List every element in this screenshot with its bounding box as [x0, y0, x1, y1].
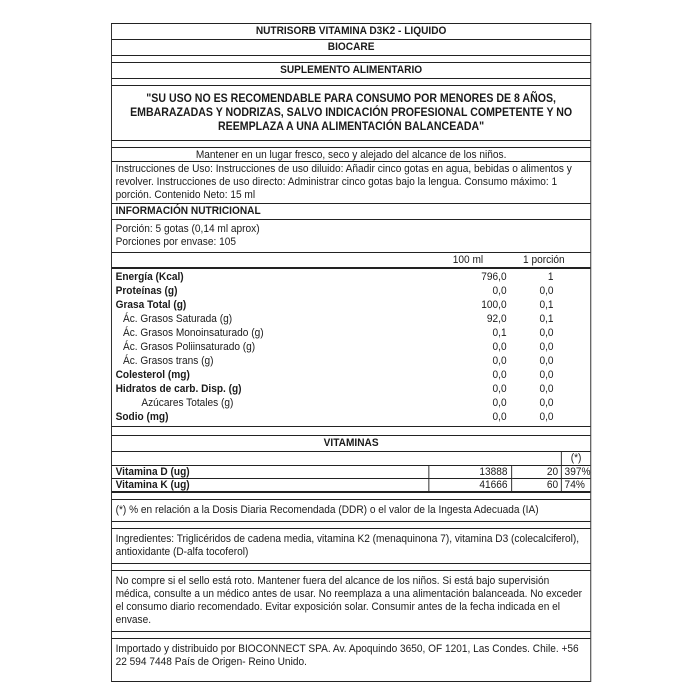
servings-per-container: Porciones por envase: 105: [115, 236, 237, 248]
nutrient-name: Proteínas (g): [115, 285, 178, 297]
vitamin-value-100ml: 41666: [429, 478, 512, 491]
ingredients-text: Ingredientes: Triglicéridos de cadena media, vitamina K2 (menaquinona 7), vitamina D3 (colecalciferol), antioxidante (D-alfa tocoferol): [112, 529, 590, 564]
serving-size: Porción: 5 gotas (0,14 ml aprox): [115, 223, 260, 235]
vitamins-title: VITAMINAS: [112, 436, 590, 452]
spacer: [112, 141, 590, 148]
nutrient-value-100ml: 0,0: [492, 383, 507, 395]
nutrient-name: Ác. Grasos trans (g): [122, 355, 214, 367]
nutrition-row: [112, 298, 590, 312]
nutrient-value-100ml: 0,0: [492, 341, 507, 353]
vitamin-row: [112, 465, 590, 478]
nutrient-name: Ác. Grasos Monoinsaturado (g): [122, 327, 264, 339]
spacer: [112, 493, 590, 500]
percent-marker: (*): [570, 452, 582, 464]
nutrient-name: Ác. Grasos Poliinsaturado (g): [122, 341, 256, 353]
nutrition-row: [112, 354, 590, 368]
nutrient-value-100ml: 0,0: [492, 285, 507, 297]
nutrient-value-portion: 1: [547, 271, 554, 283]
warning-text: "SU USO NO ES RECOMENDABLE PARA CONSUMO POR MENORES DE 8 AÑOS, EMBARAZADAS Y NODRIZAS, SALVO INDICACIÓN PROFESIONAL COMPETENTE Y NO REEMPLAZA A UNA ALIMENTACIÓN BALANCEADA": [112, 86, 590, 141]
nutrient-value-100ml: 0,1: [492, 327, 507, 339]
nutrient-value-100ml: 0,0: [492, 355, 507, 367]
column-header-100ml: 100 ml: [452, 254, 484, 266]
nutrition-title: INFORMACIÓN NUTRICIONAL: [112, 204, 590, 220]
nutrition-row: [112, 326, 590, 340]
nutrient-value-portion: 0,1: [539, 299, 554, 311]
nutrition-table-body: [112, 269, 590, 427]
vitamin-row: [112, 478, 590, 491]
nutrition-row: [112, 396, 590, 410]
vitamin-value-portion: 20: [512, 465, 562, 478]
vitamin-name: Vitamina D (ug): [112, 465, 429, 478]
nutrient-name: Ác. Grasos Saturada (g): [122, 313, 233, 325]
nutrition-row: [112, 340, 590, 354]
vitamin-percent: 397%: [562, 465, 591, 478]
nutrient-value-100ml: 92,0: [486, 313, 507, 325]
nutrient-value-portion: 0,0: [539, 369, 554, 381]
spacer: [112, 632, 590, 639]
vitamin-percent: 74%: [562, 478, 591, 491]
nutrient-value-100ml: 0,0: [492, 369, 507, 381]
nutrient-value-100ml: 0,0: [492, 411, 507, 423]
footnote-text: (*) % en relación a la Dosis Diaria Recomendada (DDR) o el valor de la Ingesta Adecuada (IA): [112, 500, 590, 522]
nutrient-value-portion: 0,0: [539, 341, 554, 353]
vitamins-table-body: [112, 465, 590, 493]
nutrient-name: Azúcares Totales (g): [141, 397, 234, 409]
spacer: [112, 522, 590, 529]
nutrient-name: Grasa Total (g): [115, 299, 187, 311]
nutrition-label: [111, 23, 591, 682]
nutrient-name: Colesterol (mg): [115, 369, 190, 381]
vitamin-value-portion: 60: [512, 478, 562, 491]
nutrition-row: [112, 410, 590, 424]
nutrient-value-portion: 0,0: [539, 411, 554, 423]
nutrient-name: Energía (Kcal): [115, 271, 184, 283]
nutrient-value-100ml: 0,0: [492, 397, 507, 409]
nutrition-table-header: [112, 253, 590, 269]
nutrient-value-100ml: 796,0: [481, 271, 507, 283]
nutrient-value-100ml: 100,0: [481, 299, 507, 311]
instructions-text: Instrucciones de Uso: Instrucciones de uso diluido: Añadir cinco gotas en agua, bebidas o alimentos y revolver. Instrucciones de uso directo: Administrar cinco gotas bajo la lengua. Consumo máximo: 1 porción. Contenido Neto: 15 ml: [112, 162, 590, 204]
nutrient-value-portion: 0,0: [539, 285, 554, 297]
spacer: [112, 564, 590, 571]
nutrient-name: Hidratos de carb. Disp. (g): [115, 383, 242, 395]
nutrient-value-portion: 0,0: [539, 327, 554, 339]
spacer: [112, 79, 590, 86]
column-header-portion: 1 porción: [523, 254, 565, 266]
precautions-text: No compre si el sello está roto. Mantener fuera del alcance de los niños. Si está bajo supervisión médica, consulte a un médico antes de usar. No reemplaza a una alimentación balanceada. No exceder el consumo diario recomendado. Evitar exposición solar. Consumir antes de la fecha indicada en el envase.: [112, 571, 590, 632]
brand-name: BIOCARE: [112, 40, 590, 56]
nutrient-value-portion: 0,0: [539, 355, 554, 367]
spacer: [112, 56, 590, 63]
nutrition-row: [112, 382, 590, 396]
product-category: SUPLEMENTO ALIMENTARIO: [112, 63, 590, 79]
nutrient-value-portion: 0,0: [539, 383, 554, 395]
nutrition-row: [112, 284, 590, 298]
spacer: [112, 427, 590, 436]
nutrition-row: [112, 270, 590, 284]
nutrition-row: [112, 368, 590, 382]
nutrient-value-portion: 0,0: [539, 397, 554, 409]
product-name: NUTRISORB VITAMINA D3K2 - LIQUIDO: [112, 24, 590, 40]
serving-info: [112, 220, 590, 253]
vitamin-name: Vitamina K (ug): [112, 478, 429, 491]
nutrition-row: [112, 312, 590, 326]
importer-text: Importado y distribuido por BIOCONNECT SPA. Av. Apoquindo 3650, OF 1201, Las Condes. Chile. +56 22 594 7448 País de Origen- Reino Unido.: [112, 639, 590, 682]
storage-text: Mantener en un lugar fresco, seco y alejado del alcance de los niños.: [112, 148, 590, 162]
nutrient-value-portion: 0,1: [539, 313, 554, 325]
vitamins-marker-row: [112, 452, 590, 465]
vitamin-value-100ml: 13888: [429, 465, 512, 478]
nutrient-name: Sodio (mg): [115, 411, 169, 423]
